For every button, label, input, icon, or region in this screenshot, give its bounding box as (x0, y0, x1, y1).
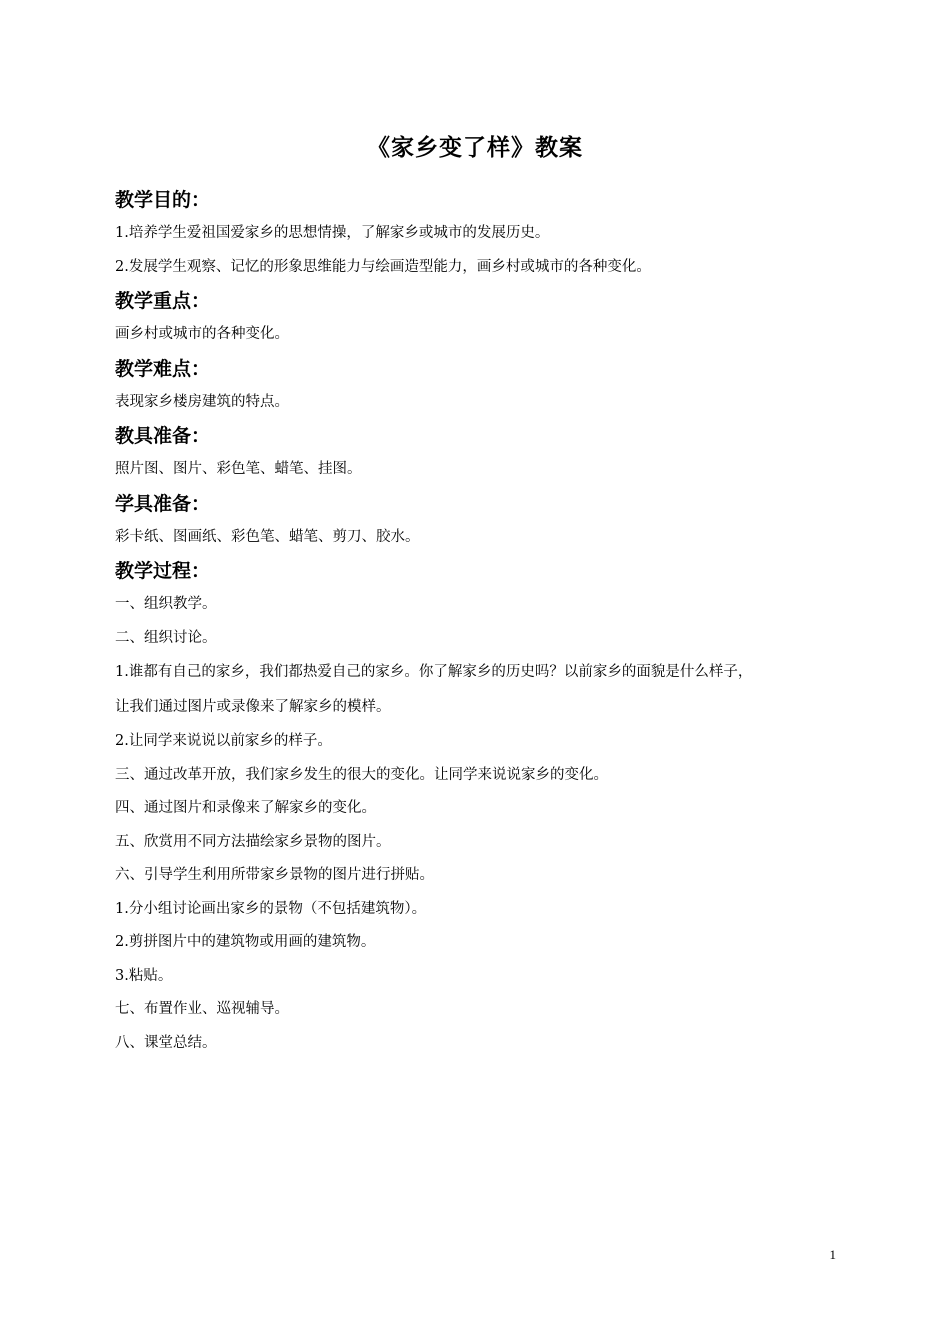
process-item: 一、组织教学。 (115, 596, 217, 612)
teacher-material-item: 照片图、图片、彩色笔、蜡笔、挂图。 (115, 461, 362, 477)
process-item: 3.粘贴。 (115, 967, 173, 984)
section-heading-student-materials: 学具准备： (115, 492, 211, 515)
key-point-item: 画乡村或城市的各种变化。 (115, 326, 289, 342)
process-item: 四、通过图片和录像来了解家乡的变化。 (115, 800, 376, 816)
process-item: 八、课堂总结。 (115, 1034, 217, 1051)
section-heading-process: 教学过程： (115, 560, 211, 582)
process-item: 五、欣赏用不同方法描绘家乡景物的图片。 (115, 833, 391, 850)
process-item: 三、通过改革开放，我们家乡发生的很大的变化。让同学来说说家乡的变化。 (115, 766, 608, 783)
process-item: 2.剪拼图片中的建筑物或用画的建筑物。 (115, 934, 376, 950)
process-item: 2.让同学来说说以前家乡的样子。 (115, 733, 332, 749)
process-item: 七、布置作业、巡视辅导。 (115, 1001, 289, 1017)
process-item: 六、引导学生利用所带家乡景物的图片进行拼贴。 (115, 867, 434, 883)
document-title: 《家乡变了样》教案 (367, 135, 583, 161)
page-number: 1 (829, 1247, 836, 1262)
document-body (115, 183, 845, 1060)
objective-item: 1.培养学生爱祖国爱家乡的思想情操，了解家乡或城市的发展历史。 (115, 225, 550, 241)
section-heading-objectives: 教学目的： (115, 189, 211, 211)
process-item-continuation: 让我们通过图片或录像来了解家乡的模样。 (115, 699, 391, 715)
process-item: 二、组织讨论。 (115, 629, 217, 646)
section-heading-teacher-materials: 教具准备： (115, 425, 211, 447)
objective-item: 2.发展学生观察、记忆的形象思维能力与绘画造型能力，画乡村或城市的各种变化。 (115, 258, 651, 275)
section-heading-difficulties: 教学难点： (115, 357, 211, 380)
process-item: 1.分小组讨论画出家乡的景物（不包括建筑物）。 (115, 900, 427, 917)
process-item: 1.谁都有自己的家乡，我们都热爱自己的家乡。你了解家乡的历史吗？以前家乡的面貌是什么样子， (115, 664, 753, 680)
difficulty-item: 表现家乡楼房建筑的特点。 (115, 393, 289, 410)
student-material-item: 彩卡纸、图画纸、彩色笔、蜡笔、剪刀、胶水。 (115, 528, 420, 545)
section-heading-key-points: 教学重点： (115, 290, 211, 312)
